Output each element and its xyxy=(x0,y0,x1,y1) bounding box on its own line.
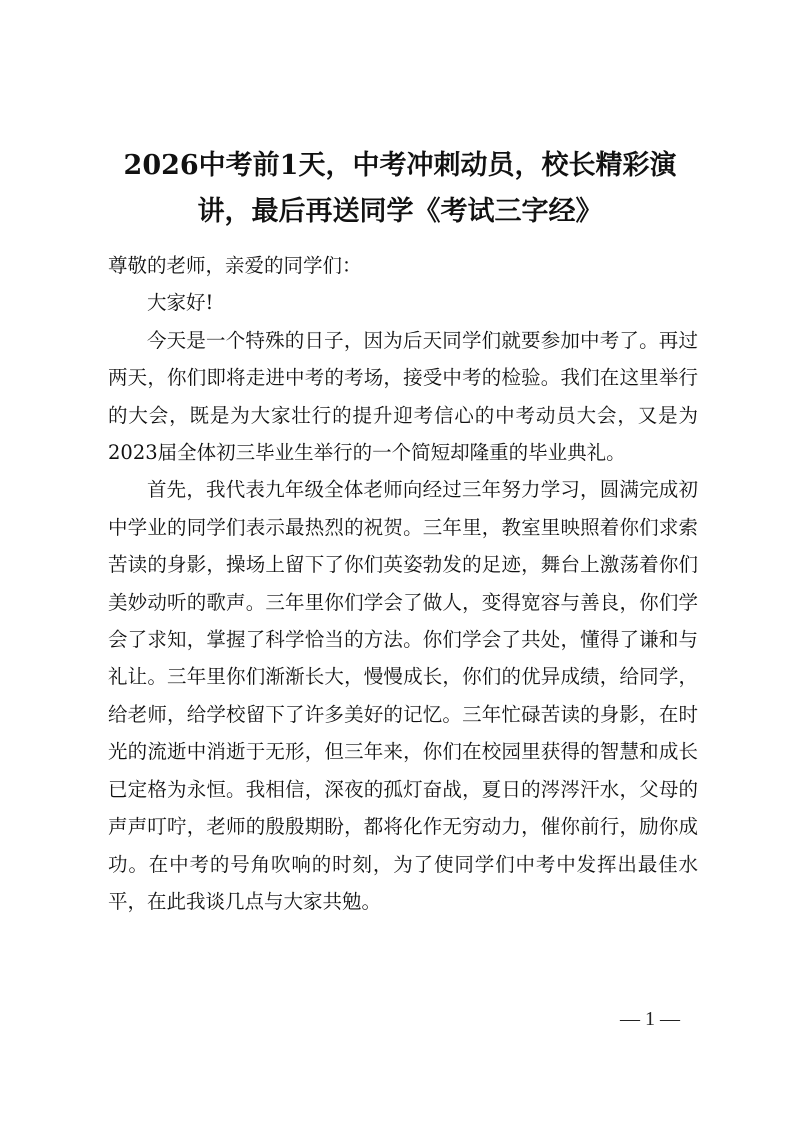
document-title: 2026中考前1天，中考冲刺动员，校长精彩演讲，最后再送同学《考试三字经》 xyxy=(123,150,677,227)
salutation: 尊敬的老师，亲爱的同学们： xyxy=(108,254,362,277)
paragraph-introduction: 今天是一个特殊的日子，因为后天同学们就要参加中考了。再过两天，你们即将走进中考的考场，接受中考的检验。我们在这里举行的大会，既是为大家壮行的提升迎考信心的中考动员大会，又是为2023届全体初三毕业生举行的一个简短却隆重的毕业典礼。 xyxy=(108,328,698,465)
page-number: — 1 — xyxy=(620,1008,680,1030)
paragraph-greeting: 大家好! xyxy=(147,291,214,315)
document-body xyxy=(108,247,698,920)
paragraph-congratulations: 首先，我代表九年级全体老师向经过三年努力学习，圆满完成初中学业的同学们表示最热烈的祝贺。三年里，教室里映照着你们求索苦读的身影，操场上留下了你们英姿勃发的足迹，舞台上激荡着你们美妙动听的歌声。三年里你们学会了做人，变得宽容与善良，你们学会了求知，掌握了科学恰当的方法。你们学会了共处，懂得了谦和与礼让。三年里你们渐渐长大，慢慢成长，你们的优异成绩，给同学，给老师，给学校留下了许多美好的记忆。三年忙碌苦读的身影，在时光的流逝中消逝于无形，但三年来，你们在校园里获得的智慧和成长已定格为永恒。我相信，深夜的孤灯奋战，夏日的涔涔汗水，父母的声声叮咛，老师的殷殷期盼，都将化作无穷动力，催你前行，励你成功。在中考的号角吹响的时刻，为了使同学们中考中发挥出最佳水平，在此我谈几点与大家共勉。 xyxy=(108,478,698,913)
